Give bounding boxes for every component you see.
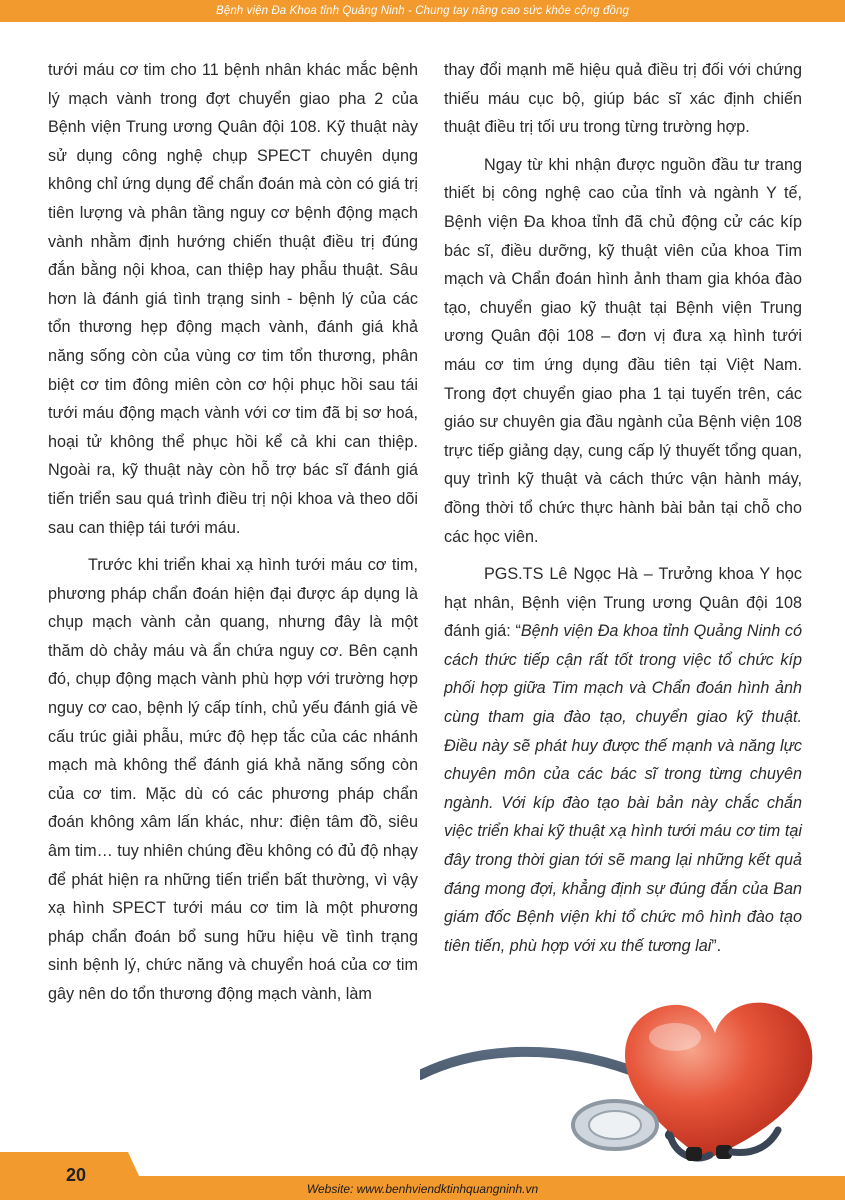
right-paragraph-3 — [444, 560, 802, 960]
left-paragraph-1: tưới máu cơ tim cho 11 bệnh nhân khác mắc bệnh lý mạch vành trong đợt chuyển giao pha 2 của Bệnh viện Trung ương Quân đội 108. Kỹ thuật này sử dụng công nghệ chụp SPECT chuyên dụng không chỉ ứng dụng để chẩn đoán mà còn có giá trị tiên lượng và phân tầng nguy cơ bệnh động mạch vành nhằm định hướng chiến thuật điều trị đúng đắn bằng nội khoa, can thiệp hay phẫu thuật. Sâu hơn là đánh giá tình trạng sinh - bệnh lý của các tổn thương hẹp động mạch vành, đánh giá khả năng sống còn của vùng cơ tim tổn thương, phân biệt cơ tim đông miên còn cơ hội phục hồi sau tái tưới máu động mạch vành với cơ tim đã bị sơ hoá, hoại tử không thể phục hồi kể cả khi can thiệp. Ngoài ra, kỹ thuật này còn hỗ trợ bác sĩ đánh giá tiến triển sau quá trình điều trị nội khoa và theo dõi sau can thiệp tái tưới máu. — [48, 61, 418, 537]
right-column — [444, 56, 802, 969]
right-paragraph-2: Ngay từ khi nhận được nguồn đầu tư trang thiết bị công nghệ cao của tỉnh và ngành Y tế, Bệnh viện Đa khoa tỉnh đã chủ động cử các kíp bác sĩ, điều dưỡng, kỹ thuật viên của khoa Tim mạch và Chẩn đoán hình ảnh tham gia khóa đào tạo, chuyển giao kỹ thuật tại Bệnh viện Trung ương Quân đội 108 – đơn vị đưa xạ hình tưới máu cơ tim ứng dụng đầu tiên tại Việt Nam. Trong đợt chuyển giao pha 1 tại tuyến trên, các giáo sư chuyên gia đầu ngành của Bệnh viện 108 trực tiếp giảng dạy, cung cấp lý thuyết tổng quan, quy trình kỹ thuật và cách thức vận hành máy, đồng thời tổ chức thực hành bài bản tại chỗ cho các học viên. — [444, 155, 802, 546]
footer-website: Website: www.benhviendktinhquangninh.vn — [306, 1182, 539, 1196]
quote-close: ”. — [711, 936, 722, 955]
left-column — [48, 56, 418, 1018]
quote-text: Bệnh viện Đa khoa tỉnh Quảng Ninh có cách thức tiếp cận rất tốt trong việc tổ chức kíp phối hợp giữa Tim mạch và Chẩn đoán hình ảnh cùng tham gia đào tạo, chuyển giao kỹ thuật. Điều này sẽ phát huy được thế mạnh và năng lực chuyên môn của các bác sĩ trong từng chuyên ngành. Với kíp đào tạo bài bản này chắc chắn việc triển khai kỹ thuật xạ hình tưới máu cơ tim tại đây trong thời gian tới sẽ mang lại những kết quả đáng mong đợi, khẳng định sự đúng đắn của Ban giám đốc Bệnh viện khi tổ chức mô hình đào tạo tiên tiến, phù hợp với xu thế tương lai — [444, 622, 802, 955]
header-bar — [0, 0, 845, 22]
right-paragraph-1: thay đổi mạnh mẽ hiệu quả điều trị đối với chứng thiếu máu cục bộ, giúp bác sĩ xác định chiến thuật điều trị tối ưu trong từng trường hợp. — [444, 61, 802, 137]
heart-stethoscope-illustration — [420, 975, 845, 1170]
header-tagline: Bệnh viện Đa Khoa tỉnh Quảng Ninh - Chung tay nâng cao sức khỏe cộng đồng — [216, 5, 629, 17]
quote-attribution: PGS.TS Lê Ngọc Hà – Trưởng khoa Y học hạt nhân, Bệnh viện Trung ương Quân đội 108 đánh giá: “ — [444, 565, 802, 641]
left-paragraph-2: Trước khi triển khai xạ hình tưới máu cơ tim, phương pháp chẩn đoán hiện đại được áp dụng là chụp mạch vành cản quang, nhưng đây là một thăm dò chảy máu và ẩn chứa nguy cơ. Bên cạnh đó, chụp động mạch vành phù hợp với trường hợp nguy cơ cao, bệnh lý cấp tính, chủ yếu đánh giá về cấu trúc giải phẫu, mức độ hẹp tắc của các nhánh mạch mà không thể đánh giá khả năng sống còn của cơ tim. Mặc dù có các phương pháp chẩn đoán không xâm lấn khác, như: điện tâm đồ, siêu âm tim… tuy nhiên chúng đều không có đủ độ nhạy để phát hiện ra những tiến triển bất thường, vì vậy xạ hình SPECT tưới máu cơ tim là một phương pháp chẩn đoán bổ sung hữu hiệu về tình trạng sinh bệnh lý, chức năng và chuyển hoá của cơ tim gây nên do tổn thương động mạch vành, làm — [48, 556, 418, 1003]
page-number: 20 — [66, 1165, 87, 1185]
